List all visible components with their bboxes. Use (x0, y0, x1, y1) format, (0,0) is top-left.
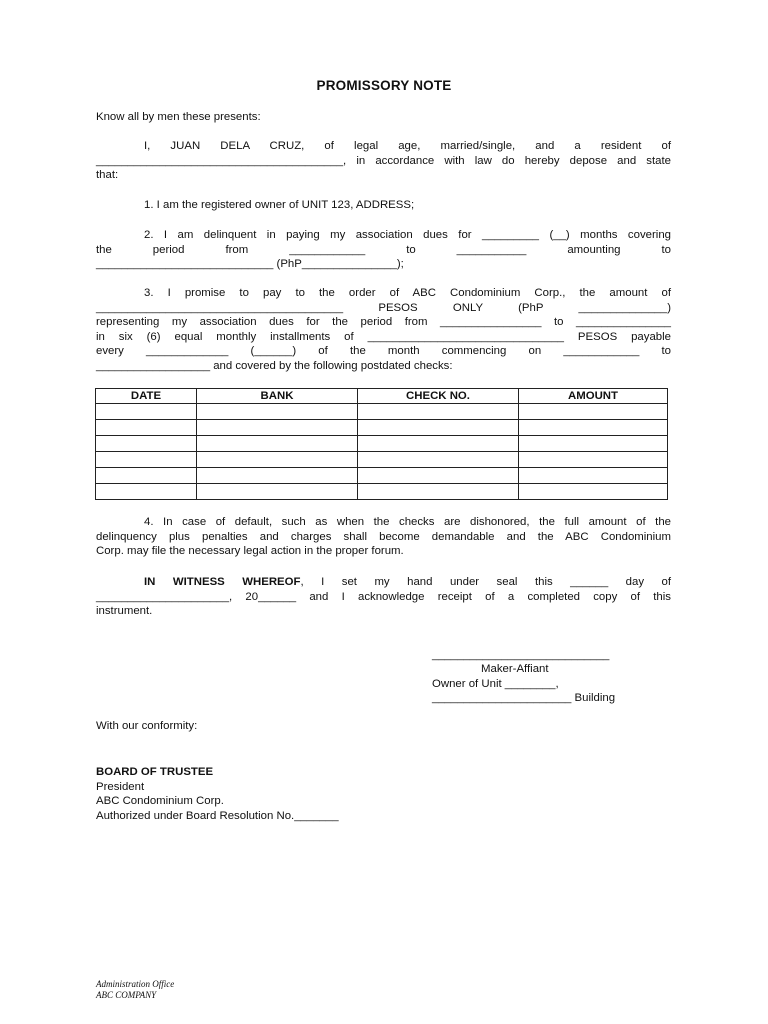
conformity-text: With our conformity: (96, 720, 198, 732)
table-row (96, 452, 668, 468)
table-cell (96, 452, 197, 468)
table-cell (358, 404, 519, 420)
footer-office: Administration Office (96, 979, 175, 989)
footer-company: ABC COMPANY (96, 989, 157, 1000)
table-row (96, 468, 668, 484)
column-header-amount: AMOUNT (519, 389, 668, 404)
item-3-line-6: __________________ and covered by the following postdated checks: (96, 359, 453, 372)
item-1: 1. I am the registered owner of UNIT 123, ADDRESS; (144, 199, 415, 211)
table-cell (519, 420, 668, 436)
item-3-line-5: every _____________ (______) of the month commencing on ____________ to (96, 345, 671, 358)
item-4-line-1: 4. In case of default, such as when the checks are dishonored, the full amount of the (144, 516, 671, 528)
witness-line-1 (96, 575, 671, 590)
table-cell (96, 484, 197, 500)
table-cell (197, 452, 358, 468)
table-row (96, 404, 668, 420)
item-3-paragraph (96, 286, 671, 374)
table-cell (519, 484, 668, 500)
column-header-date: DATE (96, 389, 197, 404)
table-row (96, 436, 668, 452)
page-footer (96, 979, 174, 1000)
table-cell (519, 404, 668, 420)
intro-text: Know all by men these presents: (96, 111, 261, 123)
table-row (96, 484, 668, 500)
table-cell (358, 484, 519, 500)
signature-unit: Owner of Unit ________, (432, 678, 559, 690)
declarant-line-2: _______________________________________, in accordance with law do hereby depose and state (96, 154, 671, 167)
postdated-checks-table (95, 388, 668, 500)
item-2-line-1: 2. I am delinquent in paying my association dues for _________ (__) months covering (144, 229, 671, 241)
board-heading: BOARD OF TRUSTEE (96, 766, 214, 778)
table-row (96, 420, 668, 436)
table-cell (96, 468, 197, 484)
declarant-line-1: I, JUAN DELA CRUZ, of legal age, married/single, and a resident of (144, 140, 671, 152)
table-cell (519, 436, 668, 452)
item-3-line-4: in six (6) equal monthly installments of _______________________________ PESOS payable (96, 330, 671, 343)
table-cell (519, 468, 668, 484)
declarant-line-3: that: (96, 169, 119, 182)
column-header-bank: BANK (197, 389, 358, 404)
witness-line-2: _____________________, 20______ and I acknowledge receipt of a completed copy of this (96, 590, 671, 603)
board-company: ABC Condominium Corp. (96, 795, 224, 808)
table-cell (358, 436, 519, 452)
table-cell (96, 436, 197, 452)
witness-paragraph (96, 575, 671, 619)
item-2-line-3: ____________________________ (PhP_______________); (96, 258, 404, 271)
table-cell (358, 420, 519, 436)
declarant-paragraph (96, 139, 671, 183)
table-cell (96, 404, 197, 420)
item-2-paragraph (96, 228, 671, 272)
table-cell (197, 420, 358, 436)
item-3-line-3: representing my association dues for the period from ________________ to _______________ (96, 316, 671, 329)
table-cell (197, 404, 358, 420)
item-4-line-2: delinquency plus penalties and charges shall become demandable and the ABC Condominium (96, 530, 671, 543)
witness-line-3: instrument. (96, 605, 153, 618)
item-3-line-2: _______________________________________ PESOS ONLY (PhP ______________) (96, 301, 671, 314)
item-2-line-2: the period from ____________ to ___________ amounting to (96, 243, 671, 256)
signature-building: ______________________ Building (432, 692, 616, 704)
table-cell (197, 484, 358, 500)
column-header-check-no: CHECK NO. (358, 389, 519, 404)
table-cell (519, 452, 668, 468)
item-3-line-1: 3. I promise to pay to the order of ABC Condominium Corp., the amount of (144, 287, 671, 299)
table-cell (197, 468, 358, 484)
board-authorization: Authorized under Board Resolution No._______ (96, 809, 339, 822)
witness-line-1-rest: , I set my hand under seal this ______ day of (300, 576, 671, 588)
table-header-row (96, 389, 668, 404)
document-title: PROMISSORY NOTE (316, 78, 452, 93)
board-block (96, 765, 671, 823)
item-4-line-3: Corp. may file the necessary legal action in the proper forum. (96, 545, 404, 558)
table-cell (358, 468, 519, 484)
table-cell (197, 436, 358, 452)
item-4-paragraph (96, 515, 671, 559)
witness-bold-lead: IN WITNESS WHEREOF (144, 576, 301, 588)
table-cell (358, 452, 519, 468)
signature-line: ____________________________ (432, 649, 610, 661)
signature-role: Maker-Affiant (481, 663, 549, 675)
board-position: President (96, 780, 145, 793)
table-cell (96, 420, 197, 436)
